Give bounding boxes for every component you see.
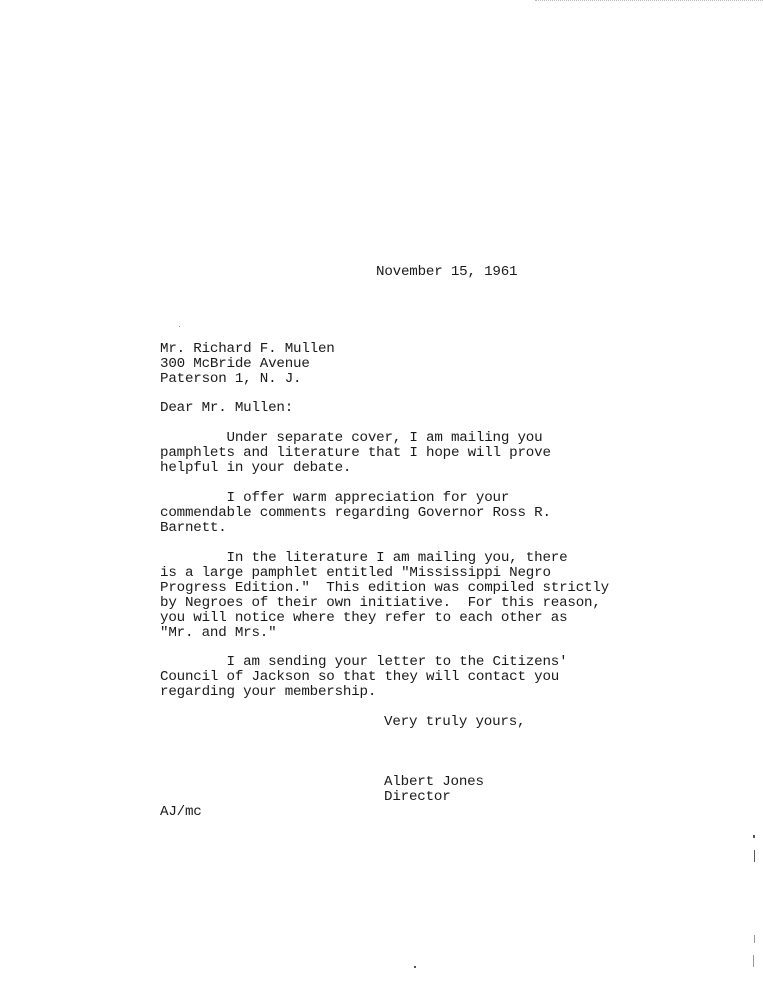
scan-speck [754,850,755,862]
signer-title: Director [384,789,451,805]
recipient-name: Mr. Richard F. Mullen [160,341,335,357]
scan-speck [754,935,755,943]
scan-speck [179,326,180,327]
letter-date: November 15, 1961 [376,264,518,280]
paragraph-2-line-2: commendable comments regarding Governor Ross R. [160,505,551,521]
closing: Very truly yours, [384,714,526,730]
paragraph-3-line-2: is a large pamphlet entitled "Mississippi Negro [160,565,551,581]
paragraph-3-line-5: you will notice where they refer to each other as [160,610,568,626]
scan-speck [753,835,755,838]
paragraph-3-line-6: "Mr. and Mrs." [160,625,277,641]
paragraph-2-line-1: I offer warm appreciation for your [160,490,510,506]
recipient-street: 300 McBride Avenue [160,356,310,372]
paragraph-1-line-2: pamphlets and literature that I hope will prove [160,445,551,461]
paragraph-4-line-3: regarding your membership. [160,684,377,700]
paragraph-4-line-2: Council of Jackson so that they will contact you [160,669,560,685]
recipient-city: Paterson 1, N. J. [160,371,302,387]
signer-name: Albert Jones [384,774,484,790]
scan-speck [753,955,754,967]
paragraph-4-line-1: I am sending your letter to the Citizens' [160,654,568,670]
paragraph-3-line-1: In the literature I am mailing you, there [160,550,568,566]
scan-speck [414,966,416,968]
paragraph-2-line-3: Barnett. [160,520,227,536]
top-edge-dots [535,0,763,4]
reference-initials: AJ/mc [160,804,202,820]
salutation: Dear Mr. Mullen: [160,400,294,416]
paragraph-3-line-4: by Negroes of their own initiative. For this reason, [160,595,601,611]
paragraph-1-line-1: Under separate cover, I am mailing you [160,430,543,446]
paragraph-1-line-3: helpful in your debate. [160,460,352,476]
paragraph-3-line-3: Progress Edition." This edition was compiled strictly [160,580,609,596]
